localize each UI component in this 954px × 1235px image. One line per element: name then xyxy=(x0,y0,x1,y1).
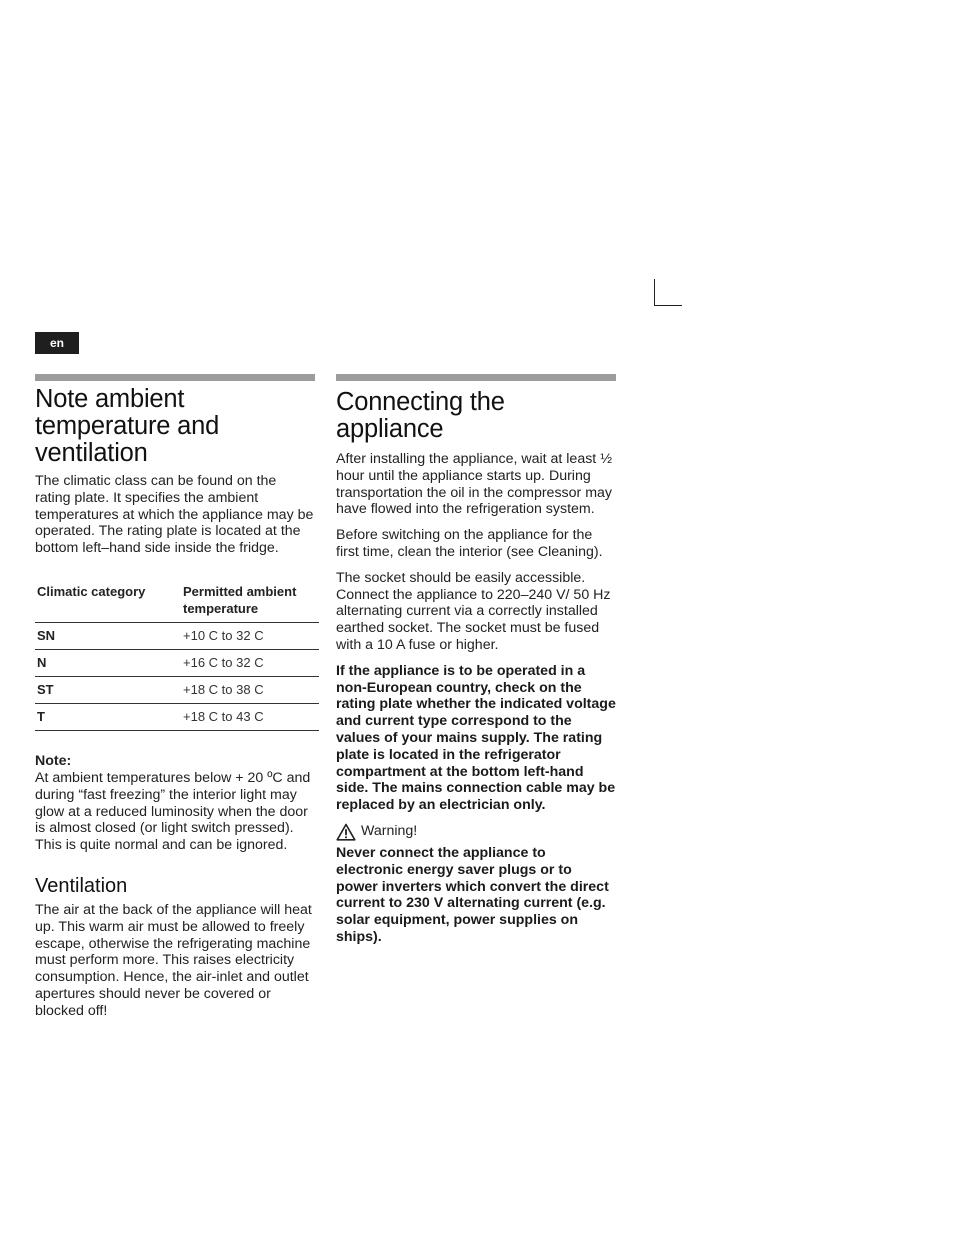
table-row xyxy=(35,622,319,649)
table-cell-range: +16 C to 32 C xyxy=(179,649,319,676)
ventilation-text: The air at the back of the appliance will heat up. This warm air must be allowed to freely escape, otherwise the refrigerating machine must perform more. This raises electricity consumption. Hence, the air-inlet and outlet apertures should never be covered or blocked off! xyxy=(35,901,312,1019)
paragraph-socket: The socket should be easily accessible. Connect the appliance to 220–240 V/ 50 Hz alternating current via a correctly installed earthed socket. The socket must be fused with a 10 A fuse or higher. xyxy=(336,569,611,653)
table-cell-category: ST xyxy=(35,676,179,703)
table-row xyxy=(35,676,319,703)
right-column xyxy=(336,374,616,955)
note-label: Note: xyxy=(35,752,72,769)
table-row xyxy=(35,703,319,730)
paragraph-startup-wait: After installing the appliance, wait at least ½ hour until the appliance starts up. During transportation the oil in the compressor may have flowed into the refrigeration system. xyxy=(336,451,613,518)
section-bar xyxy=(336,374,616,381)
paragraph-clean-interior: Before switching on the appliance for the first time, clean the interior (see Cleaning). xyxy=(336,527,603,560)
table-header-category: Climatic category xyxy=(35,579,179,623)
section-title-connecting: Connecting the appliance xyxy=(336,388,505,443)
section-bar xyxy=(35,374,315,381)
note-text: At ambient temperatures below + 20 ºC and during “fast freezing” the interior light may glow at a reduced luminosity when the door is almost closed (or light switch pressed). This is quite normal and can be ignored. xyxy=(35,769,311,854)
climatic-class-intro: The climatic class can be found on the rating plate. It specifies the ambient temperatures at which the appliance may be operated. The rating plate is located at the bottom left–hand side inside the fridge. xyxy=(35,473,314,557)
table-header-row xyxy=(35,579,319,623)
table-header-temperature: Permitted ambient temperature xyxy=(179,579,319,623)
ventilation-title: Ventilation xyxy=(35,874,128,897)
table-cell-range: +10 C to 32 C xyxy=(179,622,319,649)
table-row xyxy=(35,649,319,676)
warning-heading xyxy=(336,823,616,841)
climatic-table xyxy=(35,579,319,731)
warning-text: Never connect the appliance to electronic energy saver plugs or to power inverters which convert the direct current to 230 V alternating current (e.g. solar equipment, power supplies on ships). xyxy=(336,844,609,945)
warning-label: Warning! xyxy=(361,823,418,840)
section-title-ambient: Note ambient temperature and ventilation xyxy=(35,385,220,467)
table-cell-category: N xyxy=(35,649,179,676)
table-cell-range: +18 C to 38 C xyxy=(179,676,319,703)
language-tab: en xyxy=(35,332,79,354)
table-cell-category: T xyxy=(35,703,179,730)
paragraph-non-european: If the appliance is to be operated in a non-European country, check on the rating plate whether the indicated voltage and current type correspond to the values of your mains supply. The rating plate is located in the refrigerator compartment at the bottom left-hand side. The mains connection cable may be replaced by an electrician only. xyxy=(336,662,616,814)
warning-triangle-icon xyxy=(336,823,356,841)
left-column xyxy=(35,374,315,1020)
table-cell-range: +18 C to 43 C xyxy=(179,703,319,730)
table-cell-category: SN xyxy=(35,622,179,649)
crop-mark xyxy=(654,279,682,306)
